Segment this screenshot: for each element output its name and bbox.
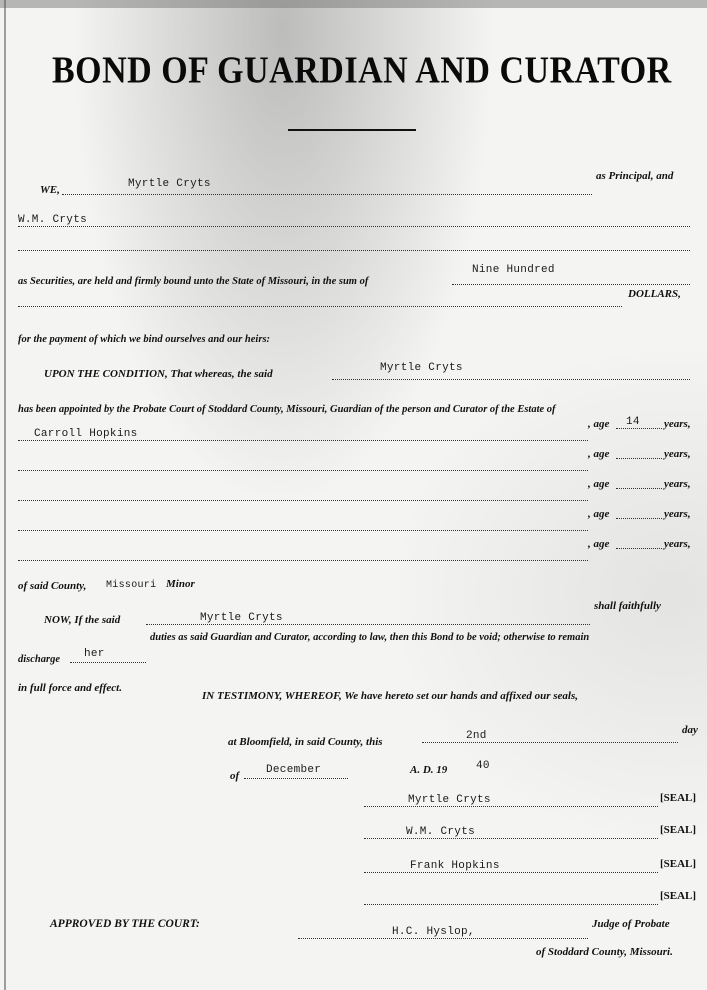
pronoun: her xyxy=(84,648,105,660)
of-label: of xyxy=(230,770,240,782)
signature-line-1 xyxy=(364,806,658,807)
ward-age-label-1: , age xyxy=(588,418,610,430)
minor-label: Minor xyxy=(166,578,195,590)
county-state: Missouri xyxy=(106,580,157,591)
day-value: 2nd xyxy=(466,730,487,742)
blank-line-1 xyxy=(18,250,690,251)
duties-text: duties as said Guardian and Curator, according to law, then this Bond to be void; otherwise to remain xyxy=(150,632,590,643)
judge-line xyxy=(298,938,588,939)
pronoun-line xyxy=(70,662,146,663)
scan-edge-left xyxy=(4,0,6,990)
signature-name-3: Frank Hopkins xyxy=(410,860,500,872)
ward-age-1: 14 xyxy=(626,416,640,428)
ward-age-label-2: , age xyxy=(588,448,610,460)
ward-line-1 xyxy=(18,440,588,441)
approved-label: APPROVED BY THE COURT: xyxy=(50,918,200,930)
ward-age-line-2 xyxy=(616,458,662,459)
discharge-label: discharge xyxy=(18,654,60,665)
dollars-label: DOLLARS, xyxy=(628,288,681,300)
day-line xyxy=(422,742,678,743)
condition-name: Myrtle Cryts xyxy=(380,362,463,374)
testimony-text: IN TESTIMONY, WHEREOF, We have hereto set our hands and affixed our seals, xyxy=(202,690,579,702)
seal-4: [SEAL] xyxy=(660,890,697,902)
scan-edge-top xyxy=(0,0,707,8)
signature-name-1: Myrtle Cryts xyxy=(408,794,491,806)
ward-name-1: Carroll Hopkins xyxy=(34,428,138,440)
judge-name: H.C. Hyslop, xyxy=(392,926,475,938)
day-label: day xyxy=(682,724,698,736)
ward-years-label-5: years, xyxy=(664,538,691,550)
we-label: WE, xyxy=(40,184,60,196)
ward-years-label-3: years, xyxy=(664,478,691,490)
appointed-text: has been appointed by the Probate Court of Stoddard County, Missouri, Guardian of the person and Curator of the Estate of xyxy=(18,404,556,415)
sum-line xyxy=(452,284,690,285)
now-line xyxy=(146,624,590,625)
judge-county: of Stoddard County, Missouri. xyxy=(536,946,673,958)
year-suffix: 40 xyxy=(476,760,490,772)
title-rule xyxy=(288,129,416,131)
principal-name: Myrtle Cryts xyxy=(128,178,211,190)
payment-text: for the payment of which we bind ourselves and our heirs: xyxy=(18,334,271,345)
sum-line-2 xyxy=(18,306,622,307)
condition-line xyxy=(332,379,690,380)
ad-label: A. D. 19 xyxy=(410,764,448,776)
ward-age-line-5 xyxy=(616,548,662,549)
force-text: in full force and effect. xyxy=(18,682,122,694)
seal-3: [SEAL] xyxy=(660,858,697,870)
now-label: NOW, If the said xyxy=(44,614,121,626)
seal-1: [SEAL] xyxy=(660,792,697,804)
document-title: BOND OF GUARDIAN AND CURATOR xyxy=(52,50,672,92)
signature-line-2 xyxy=(364,838,658,839)
ward-line-5 xyxy=(18,560,588,561)
ward-age-label-3: , age xyxy=(588,478,610,490)
sum-amount: Nine Hundred xyxy=(472,264,555,276)
seal-2: [SEAL] xyxy=(660,824,697,836)
signature-line-3 xyxy=(364,872,658,873)
signature-line-4 xyxy=(364,904,658,905)
month-value: December xyxy=(266,764,322,776)
ward-line-4 xyxy=(18,530,588,531)
condition-label: UPON THE CONDITION, That whereas, the said xyxy=(44,368,273,380)
ward-years-label-4: years, xyxy=(664,508,691,520)
surety-line xyxy=(18,226,690,227)
ward-age-line-1 xyxy=(616,428,662,429)
faithfully-label: shall faithfully xyxy=(594,600,661,612)
ward-age-label-5: , age xyxy=(588,538,610,550)
ward-years-label-1: years, xyxy=(664,418,691,430)
ward-age-label-4: , age xyxy=(588,508,610,520)
ward-age-line-4 xyxy=(616,518,662,519)
securities-text: as Securities, are held and firmly bound unto the State of Missouri, in the sum of xyxy=(18,276,369,287)
ward-age-line-3 xyxy=(616,488,662,489)
judge-title: Judge of Probate xyxy=(592,918,670,930)
ward-years-label-2: years, xyxy=(664,448,691,460)
signature-name-2: W.M. Cryts xyxy=(406,826,476,838)
now-name: Myrtle Cryts xyxy=(200,612,283,624)
principal-line xyxy=(62,194,592,195)
county-label: of said County, xyxy=(18,580,87,592)
month-line xyxy=(244,778,348,779)
ward-line-3 xyxy=(18,500,588,501)
ward-line-2 xyxy=(18,470,588,471)
as-principal-label: as Principal, and xyxy=(596,170,674,182)
surety-name: W.M. Cryts xyxy=(18,214,88,226)
place-label: at Bloomfield, in said County, this xyxy=(228,736,383,748)
